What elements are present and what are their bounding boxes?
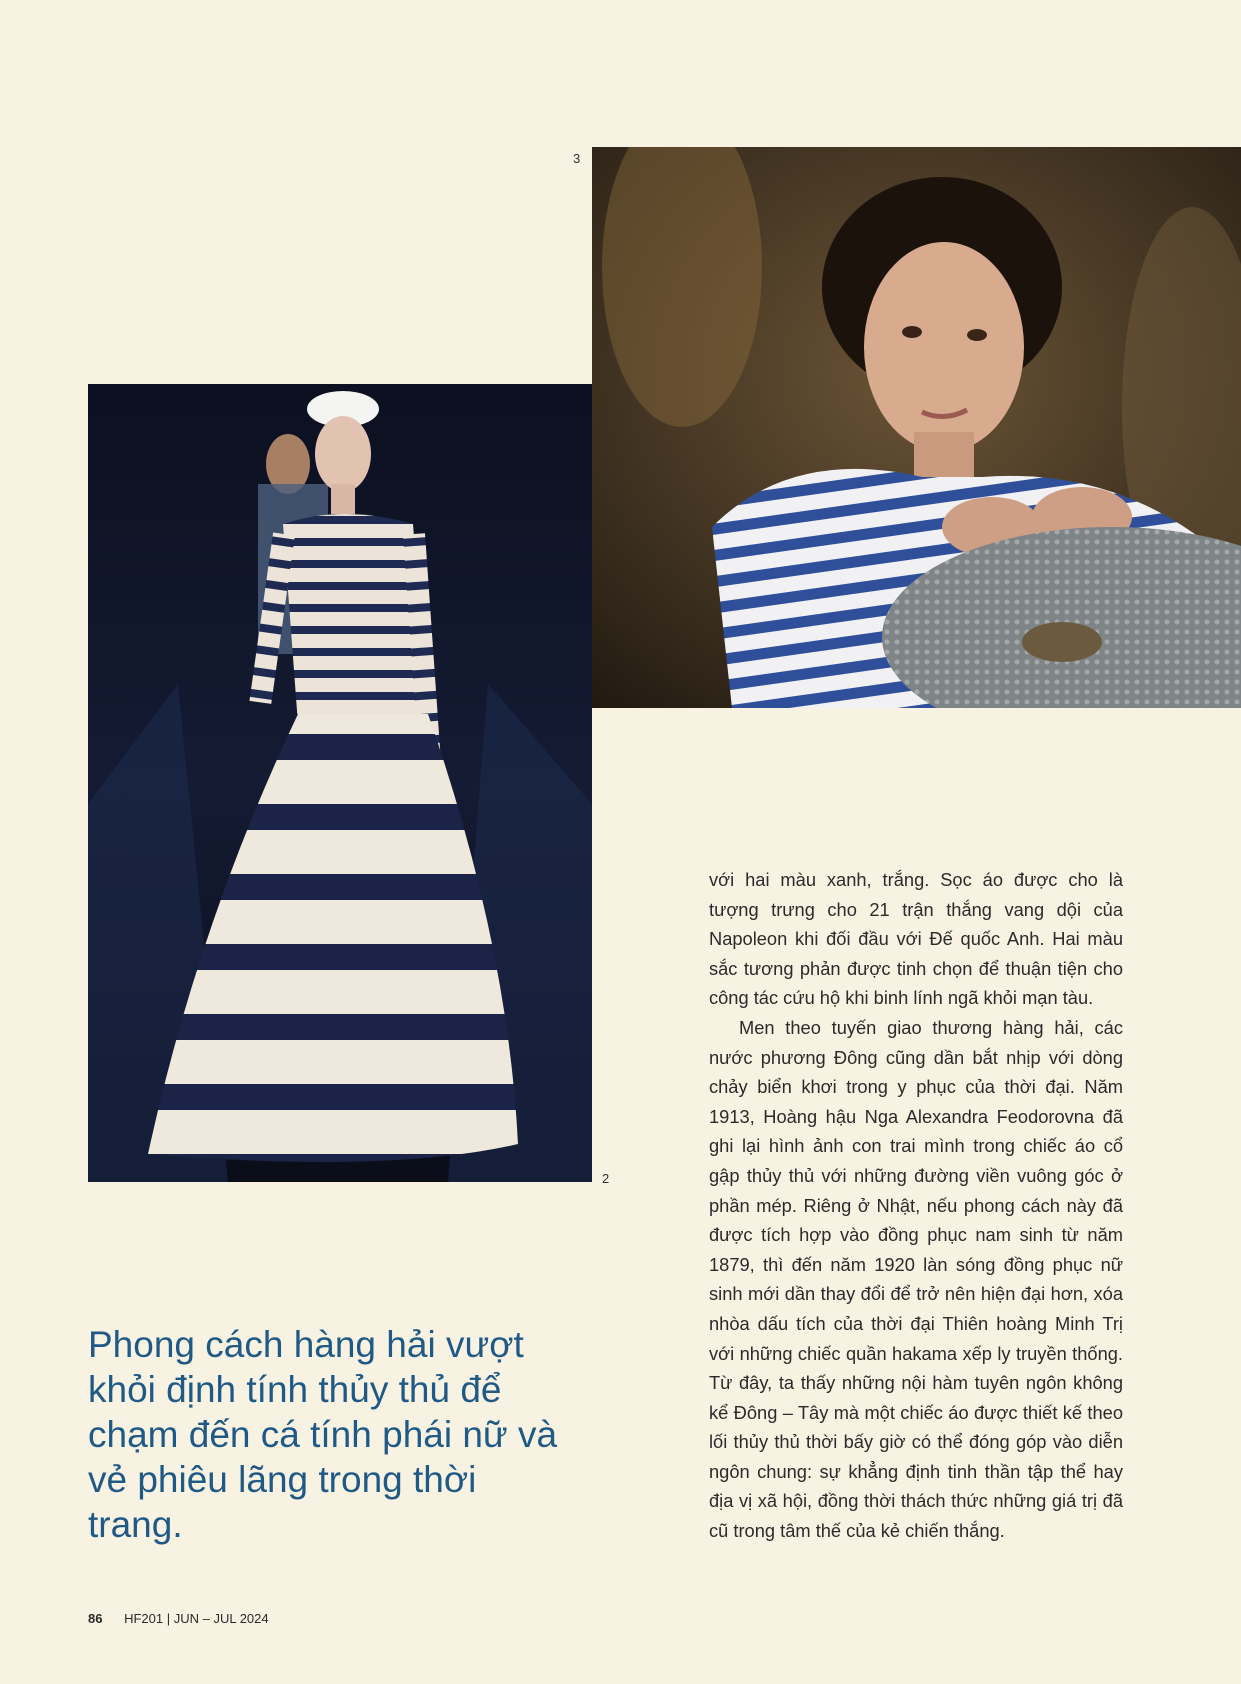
figure-number-3: 3 bbox=[573, 151, 581, 166]
article-body bbox=[709, 865, 1123, 1546]
page-number: 86 bbox=[88, 1611, 103, 1626]
page-footer bbox=[88, 1611, 269, 1626]
body-paragraph: Men theo tuyến giao thương hàng hải, các nước phương Đông cũng dần bắt nhịp với dòng chảy biển khơi trong y phục của thời đại. Năm 1913, Hoàng hậu Nga Alexandra Feodorovna đã ghi lại hình ảnh con trai mình trong chiếc áo cổ gập thủy thủ với những đường viền vuông góc ở phần mép. Riêng ở Nhật, nếu phong cách này đã được tích hợp vào đồng phục nam sinh từ năm 1879, thì đến năm 1920 làn sóng đồng phục nữ sinh mới dần thay đổi để trở nên hiện đại hơn, xóa nhòa dấu tích của thời đại Thiên hoàng Minh Trị với những chiếc quần hakama xếp ly truyền thống. Từ đây, ta thấy những nội hàm tuyên ngôn không kể Đông – Tây mà một chiếc áo được thiết kế theo lối thủy thủ thời bấy giờ có thể đóng góp vào diễn ngôn chung: sự khẳng định tinh thần tập thể hay địa vị xã hội, đồng thời thách thức những giá trị đã cũ trong tâm thế của kẻ chiến thắng. bbox=[709, 1016, 1123, 1542]
body-paragraph: với hai màu xanh, trắng. Sọc áo được cho là tượng trưng cho 21 trận thắng vang dội của Napoleon khi đối đầu với Đế quốc Anh. Hai màu sắc tương phản được tinh chọn để thuận tiện cho công tác cứu hộ khi binh lính ngã khỏi mạn tàu. bbox=[709, 869, 1123, 1009]
pull-quote: Phong cách hàng hải vượt khỏi định tính thủy thủ để chạm đến cá tính phái nữ và vẻ phiêu lãng trong thời trang. bbox=[88, 1324, 558, 1545]
runway-striped-gown-photo bbox=[88, 384, 592, 1182]
woman-striped-shirt-photo bbox=[592, 147, 1241, 708]
figure-number-2: 2 bbox=[602, 1171, 610, 1186]
issue-label: HF201 | JUN – JUL 2024 bbox=[124, 1611, 269, 1626]
